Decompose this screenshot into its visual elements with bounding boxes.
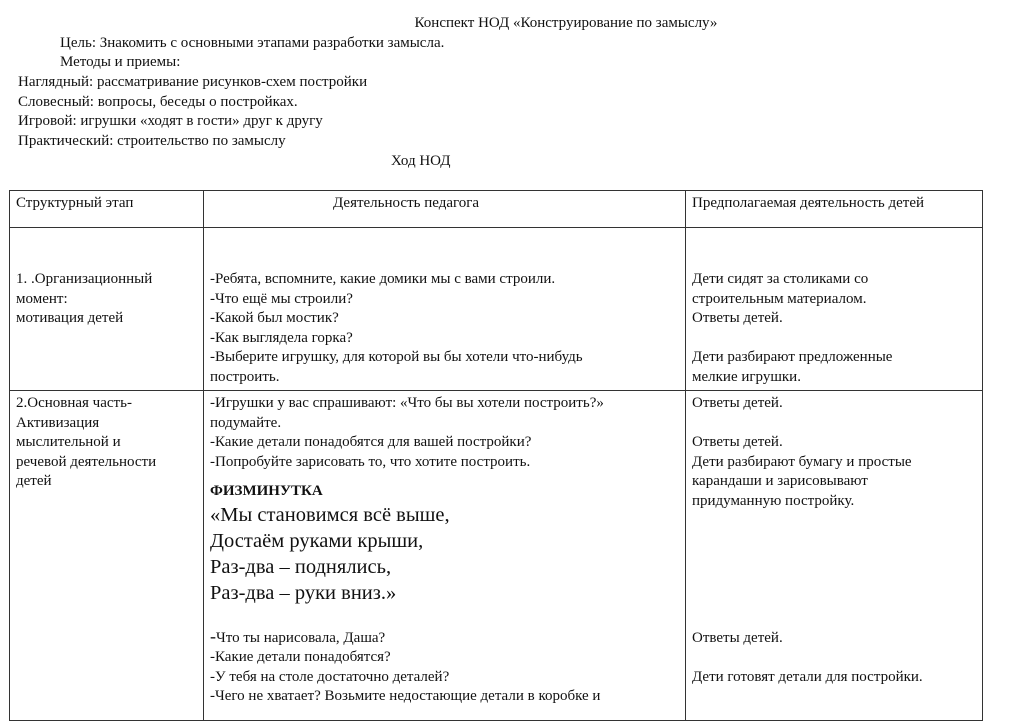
teacher-line [210,627,679,649]
table-row [10,228,983,391]
table-row [10,391,983,721]
document-title: Конспект НОД «Конструирование по замыслу» [414,15,718,31]
stage-line: Активизация [16,414,100,431]
method-item: Игровой: игрушки «ходят в гости» друг к другу [18,113,323,129]
stage-line: момент: [16,290,68,307]
method-item: Практический: строительство по замыслу [18,132,286,149]
teacher-question: Что ты нарисовала, Даша? [216,629,386,646]
stage-line: мотивация детей [16,310,124,326]
stage-cell [10,391,204,721]
children-line: Ответы детей. [692,310,783,326]
teacher-line: -Выберите игрушку, для которой вы бы хотели что-нибудь [210,349,583,365]
children-line: придуманную постройку. [692,492,855,509]
method-item: Словесный: вопросы, беседы о постройках. [18,93,298,110]
children-line: Дети сидят за столиками со [692,271,869,287]
poem-line: Раз-два – руки вниз.» [210,581,397,604]
teacher-line: -Ребята, вспомните, какие домики мы с вами строили. [210,271,556,287]
poem-line: «Мы становимся всё выше, [210,503,450,526]
teacher-line: подумайте. [210,414,282,431]
children-line: строительным материалом. [692,290,867,307]
stage-line: мыслительной и [16,434,121,450]
teacher-line: -Попробуйте зарисовать то, что хотите построить. [210,453,531,470]
method-item: Наглядный: рассматривание рисунков-схем постройки [18,74,368,90]
teacher-line: -Чего не хватает? Возьмите недостающие детали в коробке и [210,688,601,704]
methods-heading: Методы и приемы: [60,54,181,70]
goal-text: Цель: Знакомить с основными этапами разработки замысла. [60,35,445,51]
teacher-cell [204,228,686,391]
children-cell [686,391,983,721]
children-line: Ответы детей. [692,434,783,450]
poem-line: Достаём руками крыши, [210,529,424,552]
lesson-plan-table [9,190,983,721]
header-teacher: Деятельность педагога [204,191,686,228]
header-children: Предполагаемая деятельность детей [686,191,983,228]
teacher-line: -Как выглядела горка? [210,329,353,346]
children-cell [686,228,983,391]
children-line: Дети готовят детали для постройки. [692,669,923,685]
teacher-line: -Игрушки у вас спрашивают: «Что бы вы хотели построить?» [210,395,604,411]
children-line: Ответы детей. [692,630,783,646]
teacher-line: -У тебя на столе достаточно деталей? [210,668,450,685]
course-heading: Ход НОД [391,153,451,169]
stage-line: 1. .Организационный [16,271,153,287]
teacher-line: построить. [210,368,280,385]
stage-line: речевой деятельности [16,453,157,470]
teacher-line: -Какие детали понадобятся для вашей постройки? [210,434,532,450]
teacher-line: -Какие детали понадобятся? [210,649,391,665]
children-line: мелкие игрушки. [692,368,801,385]
header-stage: Структурный этап [10,191,204,228]
poem-line: Раз-два – поднялись, [210,555,392,578]
stage-cell [10,228,204,391]
fizminutka-heading: ФИЗМИНУТКА [210,483,323,499]
children-line: карандаши и зарисовывают [692,473,868,489]
teacher-line: -Какой был мостик? [210,310,339,326]
teacher-cell [204,391,686,721]
methods-list [18,73,367,151]
dash-mark: - [210,625,216,646]
children-line: Дети разбирают бумагу и простые [692,453,912,470]
stage-line: детей [16,473,52,489]
children-line: Ответы детей. [692,395,783,411]
table-header-row [10,191,983,228]
stage-line: 2.Основная часть- [16,395,132,411]
teacher-line: -Что ещё мы строили? [210,290,353,307]
children-line: Дети разбирают предложенные [692,349,893,365]
